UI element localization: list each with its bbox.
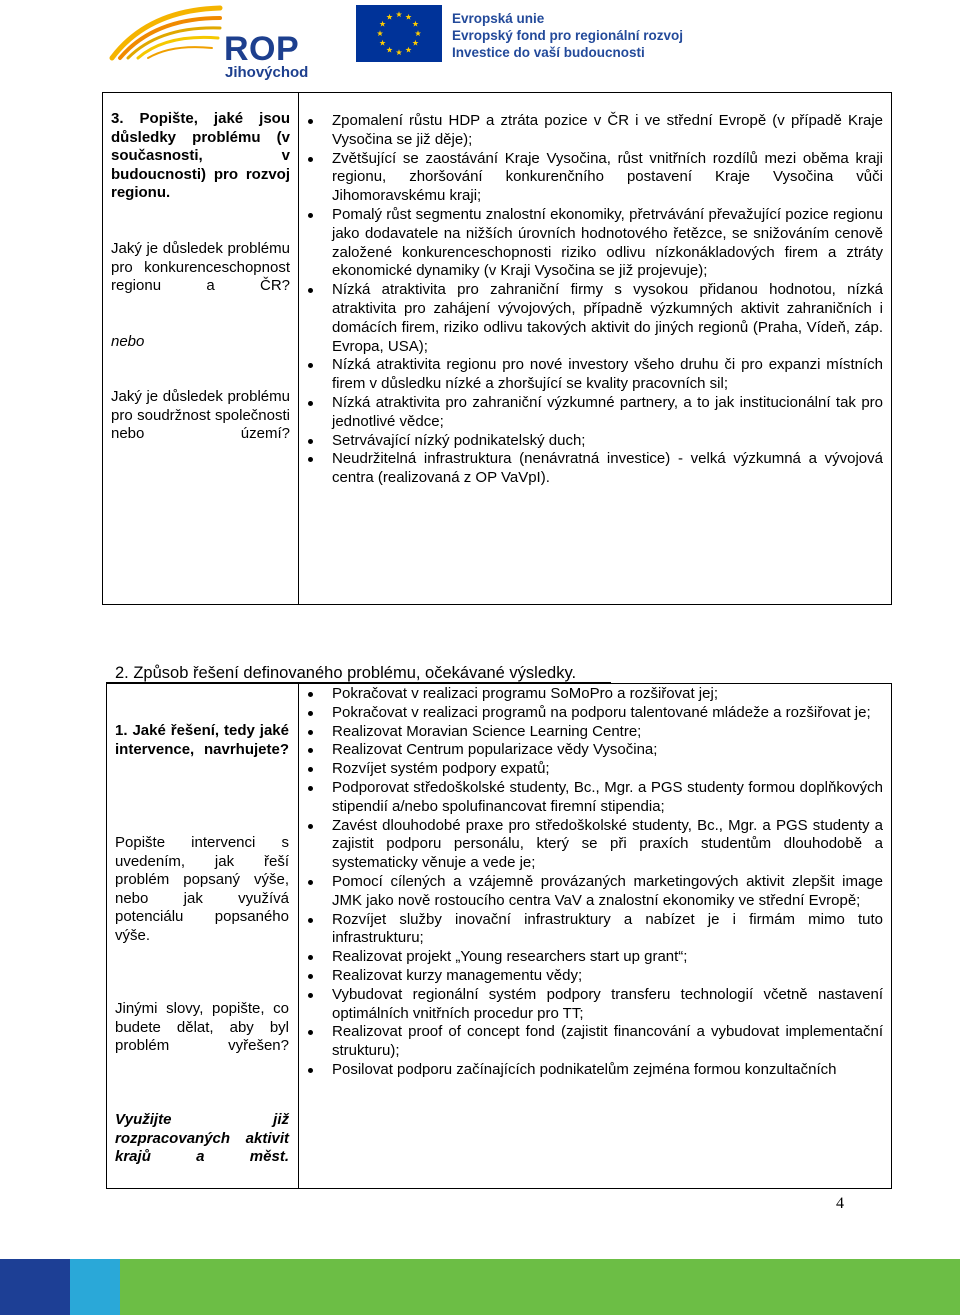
list-item (332, 1061, 883, 1080)
list-item-text: Realizovat proof of concept fond (zajistit financování a vybudovat implementační strukturu); (332, 1023, 883, 1060)
list-item-text: Setrvávající nízký podnikatelský duch; (332, 431, 586, 449)
list-item (332, 704, 883, 723)
list-item-text: Nízká atraktivita regionu pro nové investory všeho druhu či pro expanzi místních firem v důsledku nízké a zhoršující se kvality pracovních sil; (332, 356, 883, 393)
list-item (332, 741, 883, 760)
bullet-icon (308, 824, 313, 829)
bullet-icon (308, 730, 313, 735)
list-item-text: Posilovat podporu začínajících podnikatelům zejména formou konzultačních (332, 1060, 837, 1078)
list-item (332, 760, 883, 779)
list-item (332, 112, 883, 150)
rop-swoosh-icon (108, 2, 226, 62)
list-item-text: Rozvíjet služby inovační infrastruktury a nabízet je i firmám mimo tuto infrastrukturu; (332, 910, 883, 947)
list-item (332, 356, 883, 394)
list-item (332, 394, 883, 432)
list-item (332, 206, 883, 281)
eu-label-line: Evropský fond pro regionální rozvoj (452, 28, 684, 43)
footer-stripe (0, 1259, 960, 1315)
list-item-text: Pomocí cílených a vzájemně provázaných marketingových aktivit zlepšit image JMK jako nově rostoucího centra VaV a znalostní ekonomiky ve střední Evropě; (332, 872, 883, 909)
list-item (332, 450, 883, 488)
list-item-text: Realizovat Moravian Science Learning Centre; (332, 722, 642, 740)
column-divider (298, 684, 299, 1188)
list-item (332, 986, 883, 1024)
page-number: 4 (836, 1195, 844, 1212)
list-item-text: Pomalý růst segmentu znalostní ekonomiky, přetrvávání převažující pozice regionu jako dodavatele na nižších úrovních hodnotového řetězce, se snižováním cenově založené konkurenceschopnosti riziko odlivu nízkonákladových firem a ztráty ekonomické dynamiky (v Kraji Vysočina se již projevuje); (332, 205, 883, 280)
bullet-icon (308, 439, 313, 444)
list-item (332, 967, 883, 986)
list-item-text: Nízká atraktivita pro zahraniční firmy s vysokou přidanou hodnotou, nízká atraktivita pro zahájení vývojových, případně výzkumných aktivit zahraničních i domácích firem, riziko odlivu takových aktivit do jiných regionů (Praha, Vídeň, záp. Evropa, USA); (332, 281, 883, 355)
list-item-text: Rozvíjet systém podpory expatů; (332, 760, 550, 778)
list-item-text: Vybudovat regionální systém podpory transferu technologií včetně nastavení optimálních vnitřních procedur pro TT; (332, 985, 883, 1022)
rop-logo (108, 2, 318, 82)
question-competitiveness: Jaký je důsledek problému pro konkurenceschopnost regionu a ČR? (111, 240, 290, 295)
solution-description: Popište intervenci s uvedením, jak řeší problém popsaný výše, nebo jak využívá potenciálu popsaného výše. (115, 834, 289, 944)
consequences-list (332, 112, 883, 488)
list-item-text: Neudržitelná infrastruktura (nenávratná investice) - velká výzkumná a vývojová centra (realizovaná z OP VaVpI). (332, 450, 883, 487)
list-item (332, 150, 883, 206)
list-item-text: Pokračovat v realizaci programů na podporu talentované mládeže a rozšiřovat je; (332, 703, 871, 721)
list-item-text: Zvětšující se zaostávání Kraje Vysočina, růst vnitřních rozdílů mezi oběma kraji regionu, zhoršování konkurenčního postavení Kraje Vysočina vůči Jihomoravskému kraji; (332, 149, 883, 205)
footer-band (70, 1259, 120, 1315)
footer-band (0, 1259, 70, 1315)
list-item (332, 779, 883, 817)
column-divider (298, 93, 299, 604)
list-item-text: Podporovat středoškolské studenty, Bc., Mgr. a PGS studenty formou doplňkových stipendií a/nebo spolufinancovat firemní stipendia; (332, 778, 883, 815)
question-cohesion: Jaký je důsledek problému pro soudržnost společnosti nebo území? (111, 388, 290, 443)
bullet-icon (308, 711, 313, 716)
solution-question-title: 1. Jaké řešení, tedy jaké intervence, navrhujete? (115, 722, 289, 758)
list-item-text: Nízká atraktivita pro zahraniční výzkumné partnery, a to jak institucionální tak pro jednotlivé vědce; (332, 393, 883, 430)
bullet-icon (308, 1068, 313, 1073)
list-item (332, 281, 883, 356)
solution-description-2: Jinými slovy, popište, co budete dělat, aby byl problém vyřešen? (115, 1000, 289, 1055)
bullet-icon (308, 692, 313, 697)
question-or: nebo (111, 333, 145, 350)
section-title: 2. Způsob řešení definovaného problému, očekávané výsledky. (115, 664, 577, 682)
list-item-text: Pokračovat v realizaci programu SoMoPro a rozšiřovat jej; (332, 685, 718, 702)
list-item (332, 873, 883, 911)
eu-label-line: Evropská unie (452, 11, 545, 26)
solution-list (332, 685, 883, 1080)
bullet-icon (308, 880, 313, 885)
list-item (332, 432, 883, 451)
bullet-icon (308, 213, 313, 218)
list-item-text: Zpomalení růstu HDP a ztráta pozice v ČR i ve střední Evropě (v případě Kraje Vysočina se již děje); (332, 112, 883, 148)
list-item (332, 1023, 883, 1061)
bullet-icon (308, 119, 313, 124)
list-item (332, 723, 883, 742)
bullet-icon (308, 974, 313, 979)
eu-flag-icon (356, 5, 442, 62)
list-item-text: Realizovat kurzy managementu vědy; (332, 966, 583, 984)
list-item-text: Realizovat projekt „Young researchers start up grant“; (332, 948, 688, 966)
list-item (332, 948, 883, 967)
question-title: 3. Popište, jaké jsou důsledky problému (v současnosti, v budoucnosti) pro rozvoj regionu. (111, 110, 290, 202)
rop-logo-title: ROP (224, 30, 300, 68)
list-item-text: Realizovat Centrum popularizace vědy Vysočina; (332, 741, 658, 759)
bullet-icon (308, 993, 313, 998)
eu-label-line: Investice do vaší budoucnosti (452, 45, 645, 60)
rop-logo-subtitle: Jihovýchod (225, 64, 309, 81)
bullet-icon (308, 786, 313, 791)
solution-hint: Využijte již rozpracovaných aktivit krajů a měst. (115, 1111, 289, 1166)
list-item (332, 817, 883, 873)
list-item (332, 911, 883, 949)
bullet-icon (308, 157, 313, 162)
list-item-text: Zavést dlouhodobé praxe pro středoškolské studenty, Bc., Mgr. a PGS studenty a zajistit podporu personálu, který se při praxích studentům dlouhodobě a systematicky věnuje a vede je; (332, 816, 883, 872)
list-item (332, 685, 883, 704)
footer-band (120, 1259, 960, 1315)
eu-label (452, 10, 683, 61)
bullet-icon (308, 401, 313, 406)
bullet-icon (308, 918, 313, 923)
